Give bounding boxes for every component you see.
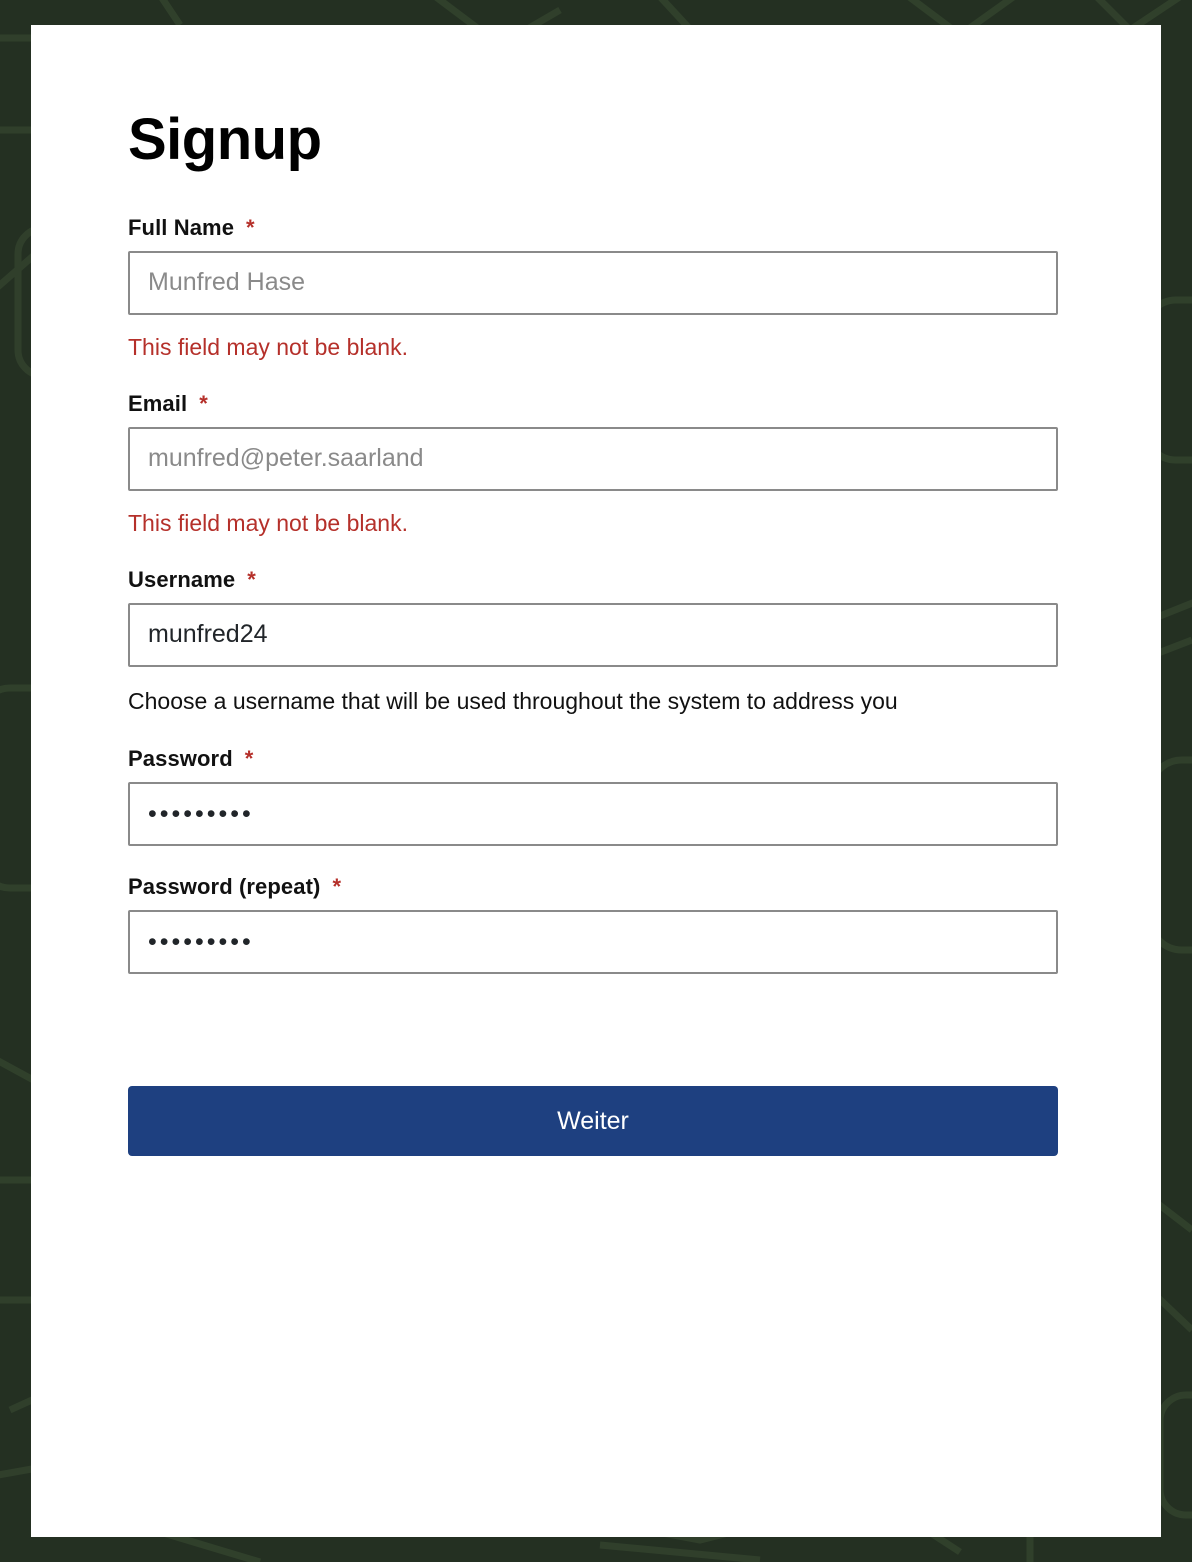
password-repeat-input[interactable] <box>128 910 1058 974</box>
required-asterisk-password-repeat: * <box>332 874 342 900</box>
label-full-name-text: Full Name <box>128 214 235 240</box>
username-input[interactable] <box>128 603 1058 667</box>
full-name-input[interactable] <box>128 251 1058 315</box>
field-group-full-name <box>128 215 1058 363</box>
required-asterisk-password: * <box>244 746 254 772</box>
required-asterisk-full-name: * <box>246 214 255 240</box>
signup-card <box>31 25 1161 1537</box>
signup-form <box>128 107 1058 1156</box>
label-email <box>128 391 1058 417</box>
help-username: Choose a username that will be used throughout the system to address you <box>128 687 898 714</box>
field-group-username <box>128 567 1058 718</box>
label-full-name <box>128 215 1058 241</box>
label-password <box>128 746 1058 772</box>
label-password-text: Password <box>128 746 233 772</box>
required-asterisk-email: * <box>199 390 208 416</box>
label-username-text: Username <box>128 566 236 592</box>
submit-spacer <box>128 1002 1058 1086</box>
label-username <box>128 567 1058 593</box>
field-group-password-repeat <box>128 874 1058 974</box>
required-asterisk-username: * <box>247 566 256 592</box>
submit-button[interactable]: Weiter <box>128 1086 1058 1156</box>
label-password-repeat-text: Password (repeat) <box>128 874 321 900</box>
field-group-password <box>128 746 1058 846</box>
email-input[interactable] <box>128 427 1058 491</box>
password-input[interactable] <box>128 782 1058 846</box>
error-full-name: This field may not be blank. <box>128 333 408 360</box>
field-group-email <box>128 391 1058 539</box>
page-title: Signup <box>128 107 322 172</box>
error-email: This field may not be blank. <box>128 509 408 536</box>
label-password-repeat <box>128 874 1058 900</box>
label-email-text: Email <box>128 390 188 416</box>
